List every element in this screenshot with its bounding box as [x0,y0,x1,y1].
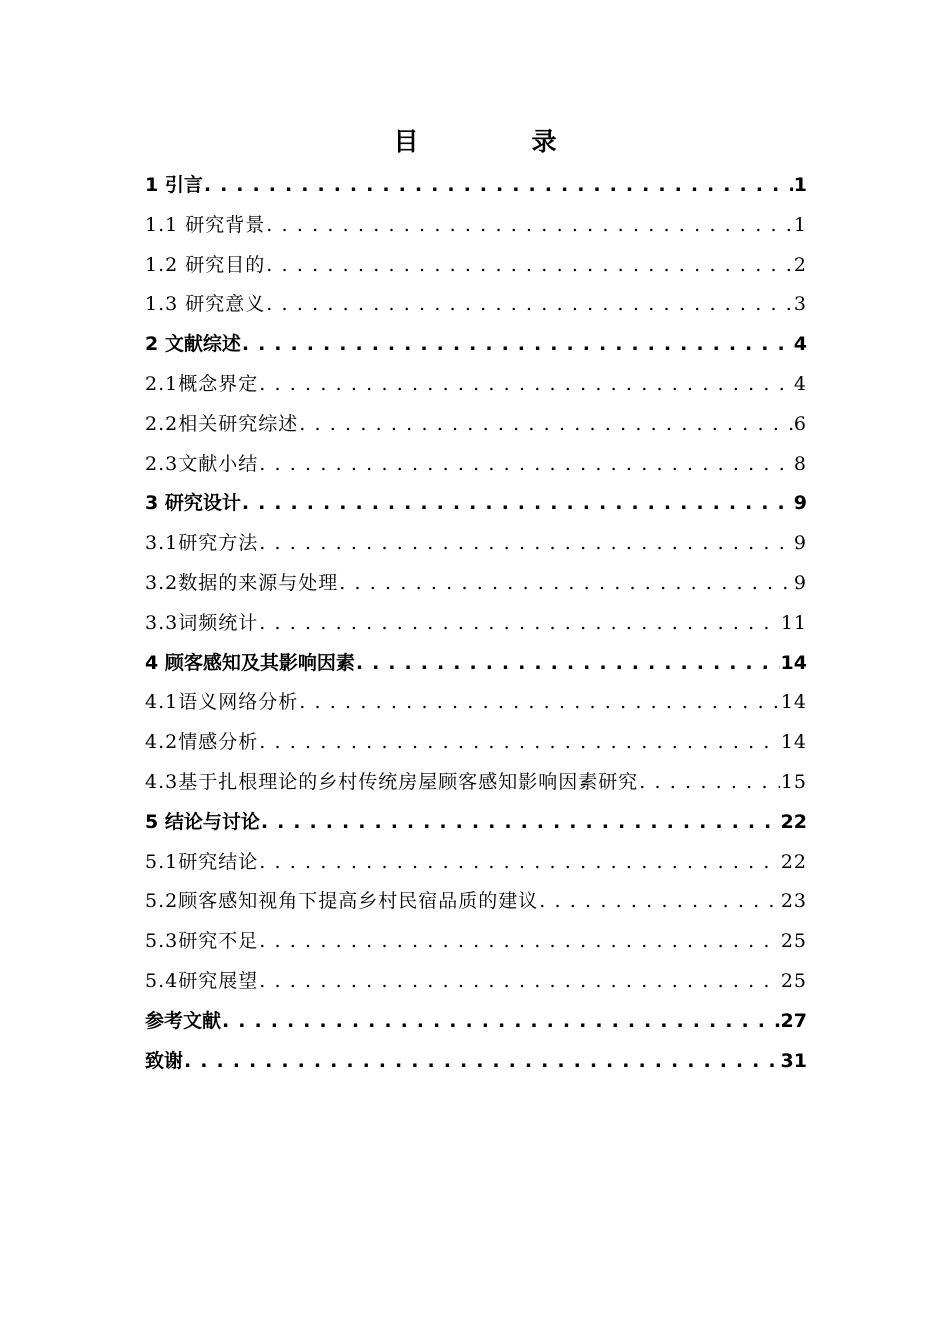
toc-section-entry[interactable] [145,922,807,962]
toc-entry-label: 1.2 研究目的 [145,253,266,276]
toc-page-number: 11 [780,611,807,634]
toc-dot-leader [184,1042,780,1082]
toc-page-number: 14 [780,691,807,714]
toc-page-number: 4 [793,372,807,395]
toc-dot-leader [261,803,780,843]
toc-page-number: 8 [793,452,807,475]
toc-entry-label: 5.2顾客感知视角下提高乡村民宿品质的建议 [145,890,539,913]
toc-entry-label: 5.1研究结论 [145,850,259,873]
toc-page-number: 15 [780,770,807,793]
toc-section-entry[interactable] [145,723,807,763]
toc-entry-label: 2.3文献小结 [145,452,259,475]
toc-page-number: 3 [793,293,807,316]
toc-section-entry[interactable] [145,365,807,405]
toc-page-number: 4 [793,333,807,356]
toc-dot-leader [339,564,793,604]
toc-chapter-entry[interactable] [145,644,807,684]
toc-entry-label: 1.3 研究意义 [145,293,266,316]
toc-page-number: 9 [793,492,807,515]
toc-page-number: 27 [780,1009,807,1032]
toc-entry-label: 4 顾客感知及其影响因素 [145,651,355,674]
toc-entry-label: 4.3基于扎根理论的乡村传统房屋顾客感知影响因素研究 [145,770,639,793]
toc-entry-label: 3.3词频统计 [145,611,259,634]
toc-page-number: 9 [793,571,807,594]
toc-dot-leader [259,922,780,962]
toc-dot-leader [259,604,780,644]
toc-chapter-entry[interactable] [145,325,807,365]
toc-page-number: 1 [793,174,807,196]
toc-section-entry[interactable] [145,882,807,922]
toc-page-number: 14 [780,651,807,674]
toc-section-entry[interactable] [145,962,807,1002]
toc-dot-leader [259,723,780,763]
toc-section-entry[interactable] [145,206,807,246]
toc-section-entry[interactable] [145,246,807,286]
toc-entry-label: 2.1概念界定 [145,372,259,395]
toc-page-number: 22 [780,850,807,873]
toc-page-number: 1 [793,213,807,236]
toc-entry-label: 致谢 [145,1049,184,1072]
toc-page-number: 2 [793,253,807,276]
toc-page-number: 9 [793,532,807,555]
toc-dot-leader [266,285,793,325]
toc-dot-leader [299,405,793,445]
toc-section-entry[interactable] [145,564,807,604]
toc-dot-leader [299,683,780,723]
toc-section-entry[interactable] [145,843,807,883]
toc-dot-leader [222,1002,780,1042]
toc-title: 目 录 [393,127,601,156]
toc-page-number: 22 [780,810,807,833]
toc-chapter-entry[interactable] [145,166,807,206]
toc-entry-label: 1.1 研究背景 [145,213,266,236]
toc-section-entry[interactable] [145,763,807,803]
toc-dot-leader [266,206,793,246]
toc-page-number: 23 [780,890,807,913]
toc-chapter-entry[interactable] [145,1002,807,1042]
toc-dot-leader [539,882,780,922]
toc-entry-label: 1 引言 [145,174,203,196]
toc-entry-label: 4.1语义网络分析 [145,691,299,714]
toc-page-number: 31 [780,1049,807,1072]
toc-dot-leader [259,365,793,405]
toc-entry-label: 参考文献 [145,1009,222,1032]
table-of-contents [145,166,807,1081]
toc-dot-leader [242,484,793,524]
toc-section-entry[interactable] [145,445,807,485]
toc-section-entry[interactable] [145,524,807,564]
toc-dot-leader [204,166,793,206]
toc-entry-label: 3.1研究方法 [145,532,259,555]
toc-dot-leader [639,763,780,803]
toc-section-entry[interactable] [145,405,807,445]
toc-dot-leader [266,246,793,286]
toc-section-entry[interactable] [145,604,807,644]
toc-entry-label: 2 文献综述 [145,333,241,356]
toc-chapter-entry[interactable] [145,803,807,843]
toc-page-number: 6 [793,412,807,435]
toc-dot-leader [242,325,793,365]
toc-dot-leader [259,445,793,485]
toc-entry-label: 2.2相关研究综述 [145,412,299,435]
toc-dot-leader [259,962,780,1002]
toc-page-number: 14 [780,731,807,754]
toc-chapter-entry[interactable] [145,484,807,524]
toc-entry-label: 5.4研究展望 [145,969,259,992]
toc-section-entry[interactable] [145,683,807,723]
toc-entry-label: 3 研究设计 [145,492,241,515]
toc-entry-label: 3.2数据的来源与处理 [145,571,339,594]
toc-entry-label: 4.2情感分析 [145,731,259,754]
toc-page-number: 25 [780,969,807,992]
toc-chapter-entry[interactable] [145,1042,807,1082]
toc-dot-leader [259,843,780,883]
toc-section-entry[interactable] [145,285,807,325]
toc-entry-label: 5 结论与讨论 [145,810,260,833]
toc-dot-leader [356,644,780,684]
toc-entry-label: 5.3研究不足 [145,930,259,953]
toc-page-number: 25 [780,930,807,953]
toc-dot-leader [259,524,793,564]
